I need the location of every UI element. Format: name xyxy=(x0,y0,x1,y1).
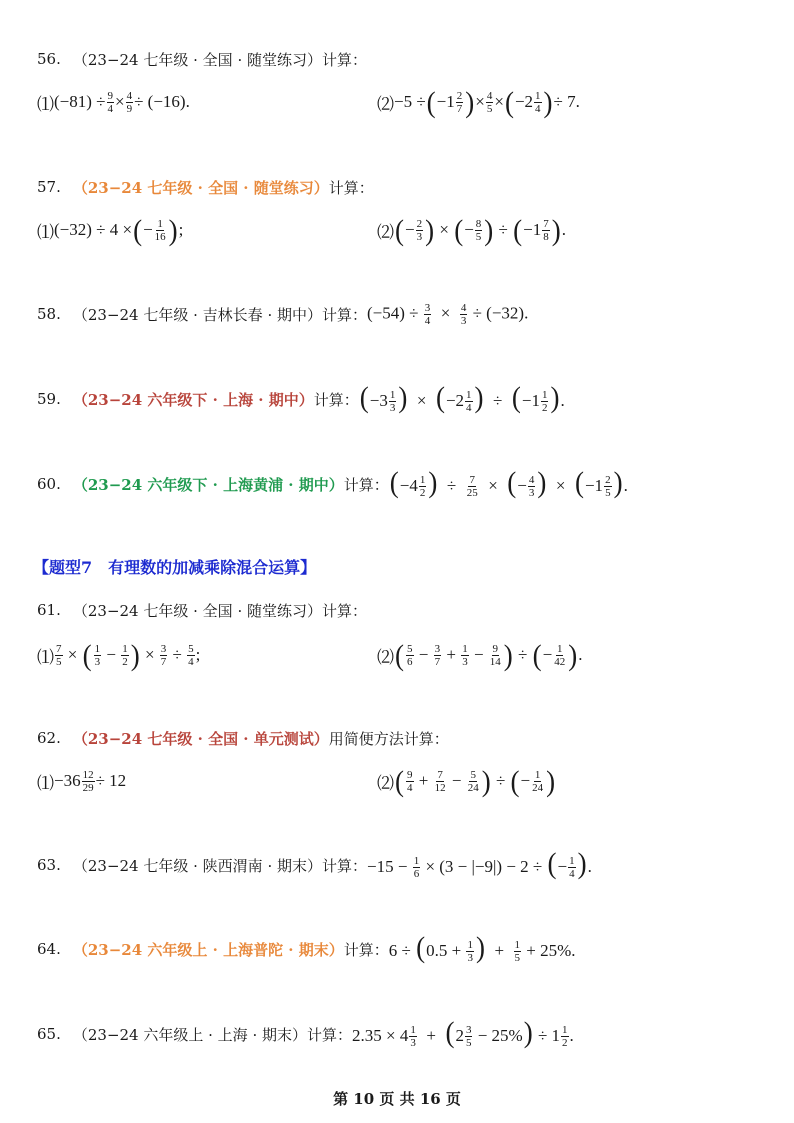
problem-instruction: 计算： xyxy=(321,856,367,875)
problem-number: 56. xyxy=(37,50,61,68)
problem-number: 61. xyxy=(37,601,61,619)
problem-number: 60. xyxy=(37,475,61,493)
expr-text: −5 ÷ xyxy=(394,92,426,111)
problem-instruction: 计算： xyxy=(321,305,367,324)
fraction: $\frac{3}{4}$ xyxy=(424,301,431,327)
problem-source: （23−24 六年级下 · 上海黄浦 · 期中） xyxy=(72,475,344,494)
fraction: $\frac{1}{4}$ xyxy=(535,89,541,115)
problem-number: 63. xyxy=(37,856,61,874)
problem-62-part1: ⑴ −36 $\frac{12}{29}$ ÷ 12 xyxy=(37,768,127,794)
problem-64: 64. （23−24 六年级上 · 上海普陀 · 期末） 计算： 6 ÷ (0.5 + $\frac{1}{3}$ ) + $\frac{1}{5}$ + 25%. xyxy=(37,930,576,965)
problem-source: （23−24 七年级 · 全国 · 随堂练习） xyxy=(72,601,322,620)
problem-61-part1: ⑴ $\frac{7}{5}$ × ( $\frac{1}{3}$ − $\frac{1}{2}$ ) × $\frac{3}{7}$ ÷ $\frac{5}{4}$ ; xyxy=(37,637,201,671)
part-label: ⑴ xyxy=(37,773,54,793)
part-label: ⑵ xyxy=(377,222,394,242)
part-label: ⑵ xyxy=(377,773,394,793)
problem-instruction: 用简便方法计算： xyxy=(328,729,449,748)
problem-65: 65. （23−24 六年级上 · 上海 · 期末） 计算： 2.35 × 4 $\frac{1}{3}$ + (2 $\frac{3}{5}$ − 25%) ÷ 1 $\frac{1}{2}$ . xyxy=(37,1015,574,1050)
problem-instruction: 计算： xyxy=(343,475,389,494)
problem-source: （23−24 六年级下 · 上海 · 期中） xyxy=(72,390,314,409)
problem-instruction: 计算： xyxy=(306,1025,352,1044)
problem-source: （23−24 七年级 · 吉林长春 · 期中） xyxy=(72,305,322,324)
problem-60: 60. （23−24 六年级下 · 上海黄浦 · 期中） 计算： (−4 $\frac{1}{2}$ ) ÷ $\frac{7}{25}$ × (− $\frac{4}{3}$ ) × (−1 $\frac{2}{5}$ ). xyxy=(37,465,628,500)
problem-62-part2: ⑵ ( $\frac{9}{4}$ + $\frac{7}{12}$ − $\frac{5}{24}$ ) ÷ ( − $\frac{1}{24}$ ) xyxy=(377,763,556,797)
problem-56-header xyxy=(37,42,367,76)
expr-text: (−81) ÷ xyxy=(54,92,106,111)
part-label: ⑴ xyxy=(37,94,54,114)
expr-text: ÷ (−16). xyxy=(134,92,190,111)
problem-57-header xyxy=(37,170,374,204)
problem-instruction: 计算： xyxy=(328,178,374,197)
fraction: $\frac{4}{5}$ xyxy=(486,89,493,115)
problem-source: （23−24 六年级上 · 上海 · 期末） xyxy=(72,1025,307,1044)
problem-source: （23−24 七年级 · 全国 · 单元测试） xyxy=(72,729,329,748)
problem-58: 58. （23−24 七年级 · 吉林长春 · 期中） 计算： (−54) ÷ $\frac{3}{4}$ × $\frac{4}{3}$ ÷ (−32). xyxy=(37,301,529,327)
page-footer: 第 10 页 共 16 页 xyxy=(333,1090,461,1108)
problem-number: 59. xyxy=(37,390,61,408)
problem-62-header xyxy=(37,721,449,755)
problem-56-part2: ⑵ −5 ÷ ( −1 $\frac{2}{7}$ ) × $\frac{4}{5}$ × ( −2 $\frac{1}{4}$ ) ÷ 7. xyxy=(377,84,580,118)
problem-number: 62. xyxy=(37,729,61,747)
problem-source: （23−24 六年级上 · 上海普陀 · 期末） xyxy=(72,940,344,959)
problem-source: （23−24 七年级 · 全国 · 随堂练习） xyxy=(72,178,329,197)
part-label: ⑵ xyxy=(377,647,394,667)
problem-instruction: 计算： xyxy=(321,50,367,69)
problem-instruction: 计算： xyxy=(343,940,389,959)
fraction: $\frac{4}{9}$ xyxy=(126,89,133,115)
problem-57-part1: ⑴ (−32) ÷ 4 × ( − $\frac{1}{16}$ ) ; xyxy=(37,212,184,246)
problem-source: （23−24 七年级 · 全国 · 随堂练习） xyxy=(72,50,322,69)
problem-number: 58. xyxy=(37,305,61,323)
fraction: $\frac{7}{8}$ xyxy=(543,217,549,243)
problem-61-part2: ⑵ ( $\frac{5}{6}$ − $\frac{3}{7}$ + $\frac{1}{3}$ − $\frac{9}{14}$ ) ÷ ( − $\frac{1}{42}$ ) . xyxy=(377,637,583,671)
problem-source: （23−24 七年级 · 陕西渭南 · 期末） xyxy=(72,856,322,875)
fraction: $\frac{2}{7}$ xyxy=(456,89,463,115)
part-label: ⑴ xyxy=(37,647,54,667)
problem-56-part1 xyxy=(37,85,190,119)
section-title: 【题型7 有理数的加减乘除混合运算】 xyxy=(33,558,317,577)
problem-63: 63. （23−24 七年级 · 陕西渭南 · 期末） 计算： −15 − $\frac{1}{6}$ × (3 − |−9|) − 2 ÷ (− $\frac{1}{4}$ ). xyxy=(37,846,592,881)
fraction: $\frac{4}{3}$ xyxy=(460,301,467,327)
fraction: $\frac{1}{16}$ xyxy=(154,217,166,243)
problem-instruction: 计算： xyxy=(321,601,367,620)
problem-59: 59. （23−24 六年级下 · 上海 · 期中） 计算： (−3 $\frac{1}{3}$ ) × (−2 $\frac{1}{4}$ ) ÷ (−1 $\frac{1}{2}$ ). xyxy=(37,380,565,415)
problem-61-header xyxy=(37,593,367,627)
problem-57-part2: ⑵ ( − $\frac{2}{3}$ ) × ( − $\frac{8}{5}$ ) ÷ ( −1 $\frac{7}{8}$ ) . xyxy=(377,212,566,246)
problem-number: 65. xyxy=(37,1025,61,1043)
fraction: $\frac{8}{5}$ xyxy=(475,217,482,243)
fraction: $\frac{2}{3}$ xyxy=(416,217,423,243)
problem-number: 64. xyxy=(37,940,61,958)
problem-number: 57. xyxy=(37,178,61,196)
part-label: ⑵ xyxy=(377,94,394,114)
expr-text: × xyxy=(115,92,125,111)
problem-instruction: 计算： xyxy=(313,390,359,409)
fraction: $\frac{9}{4}$ xyxy=(107,89,113,115)
part-label: ⑴ xyxy=(37,222,54,242)
